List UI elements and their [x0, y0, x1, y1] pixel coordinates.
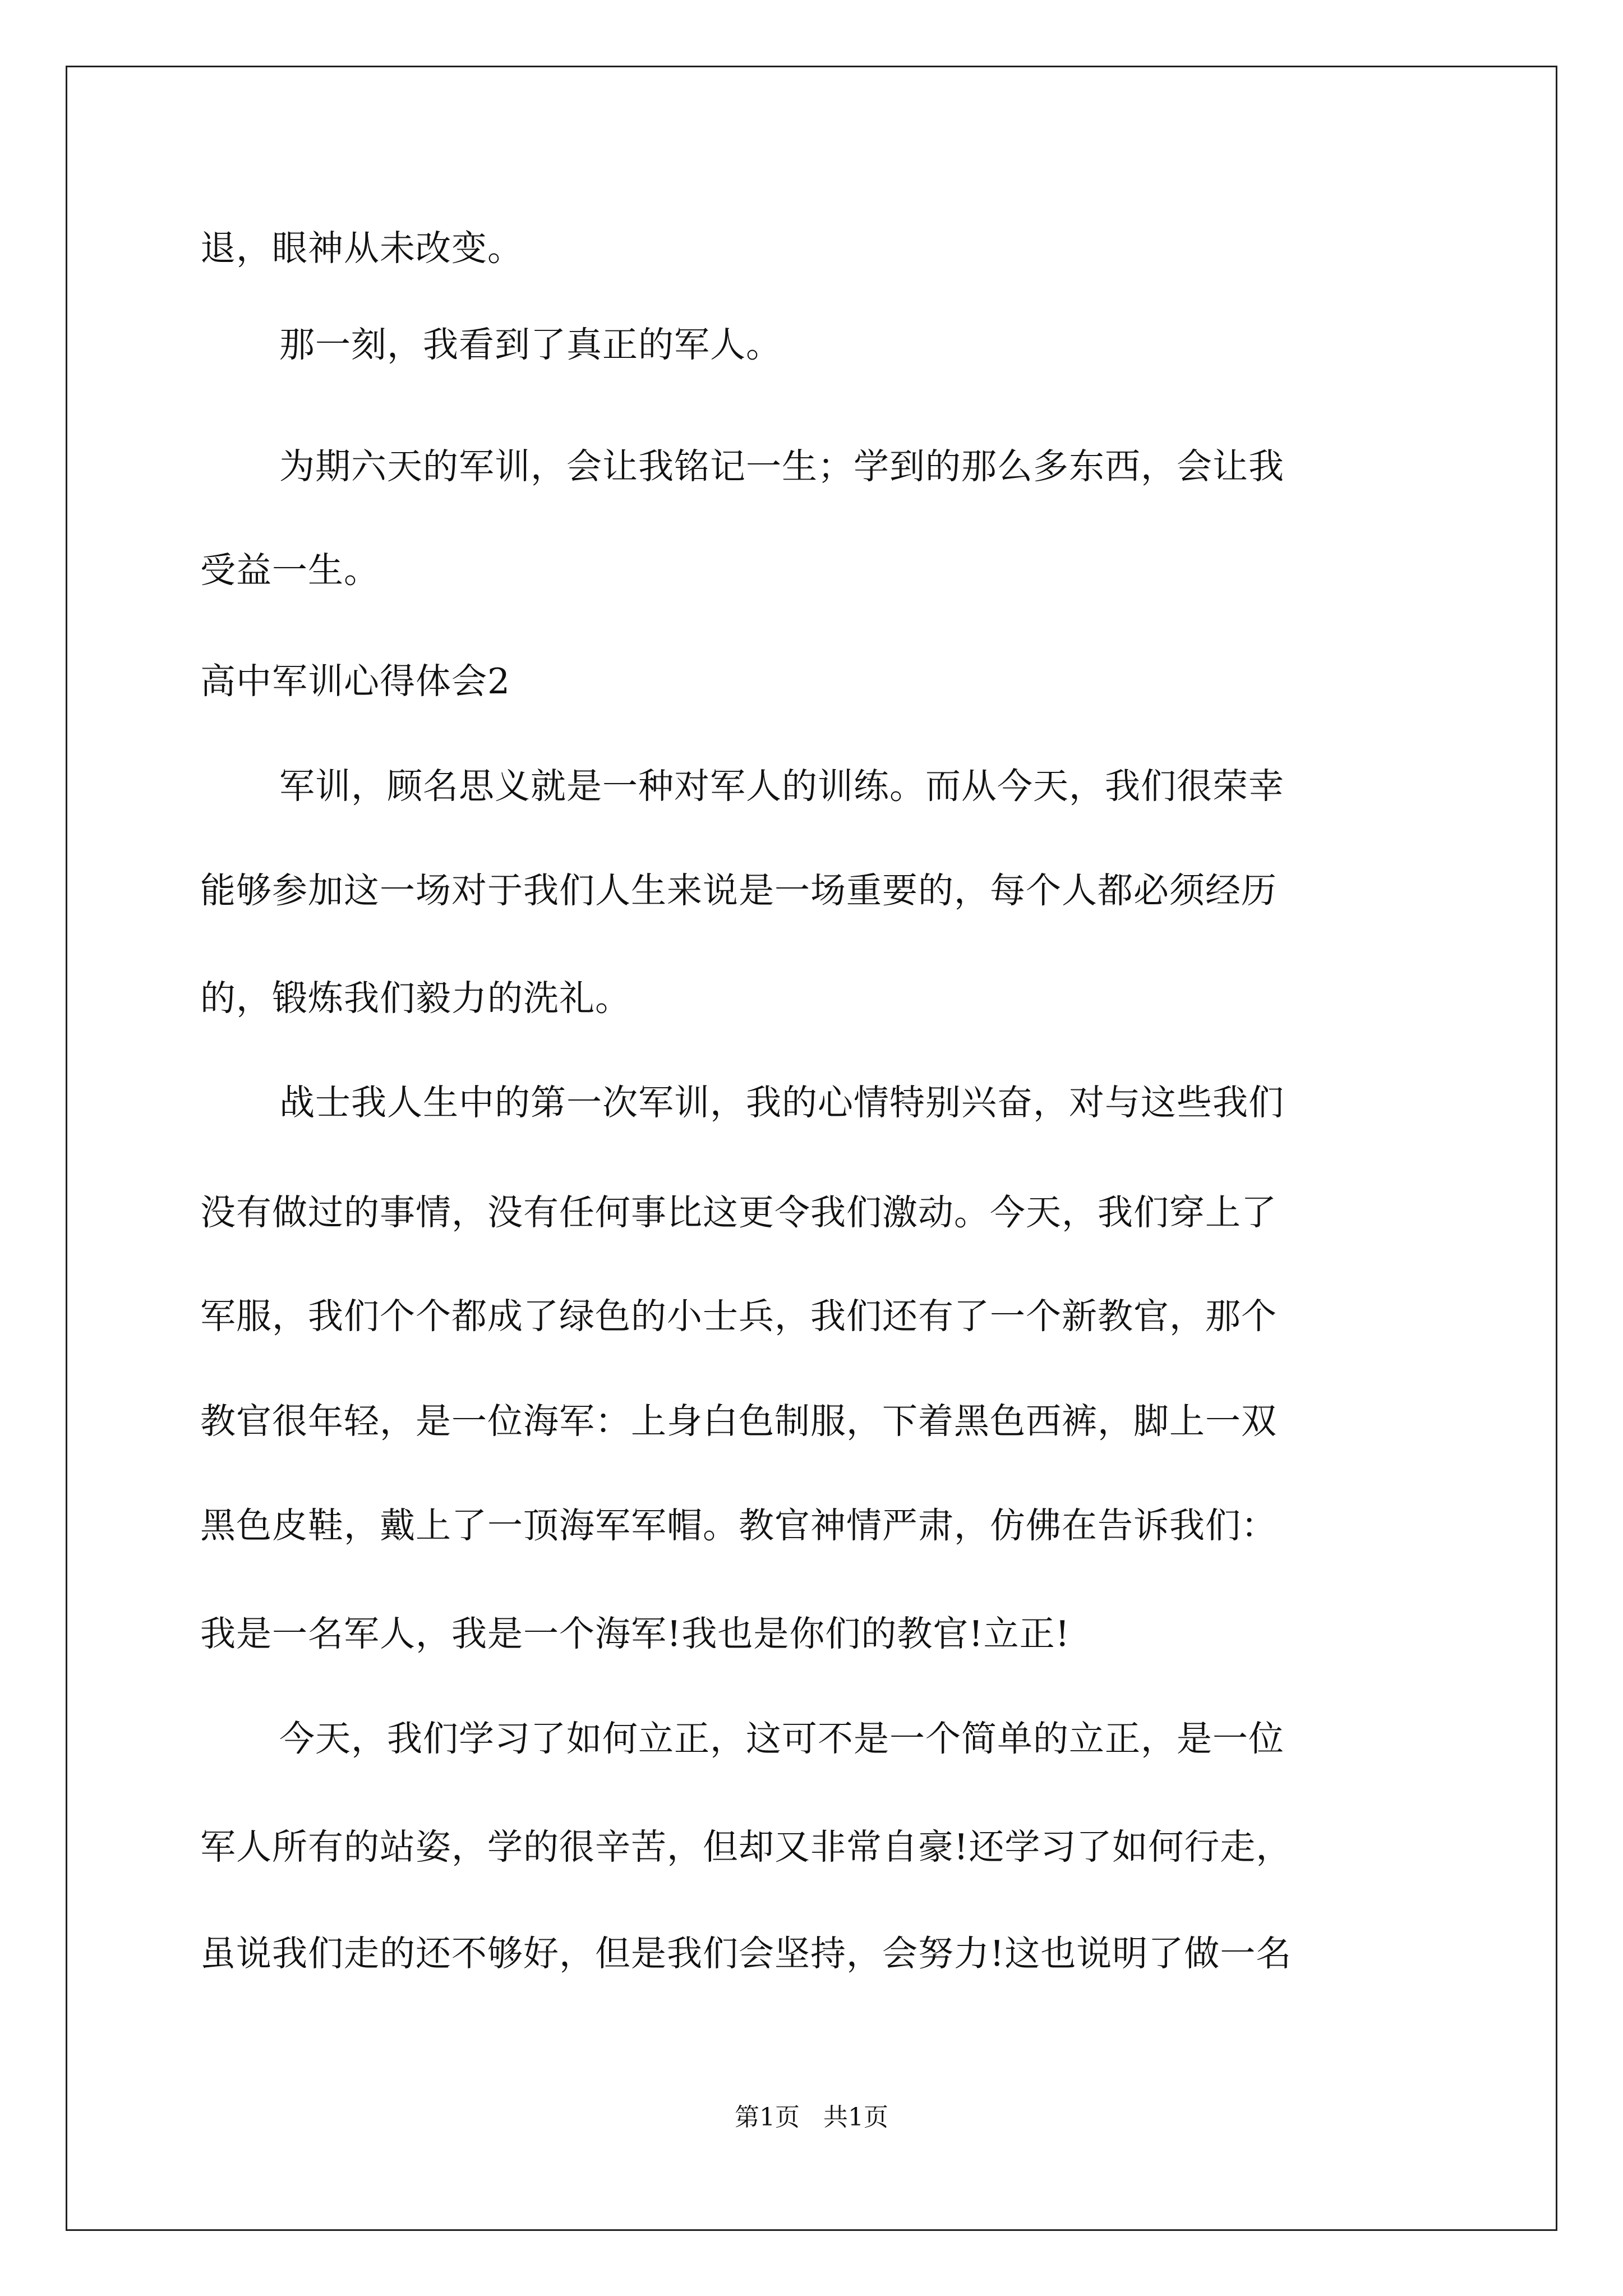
text-line: 那一刻，我看到了真正的军人。: [279, 324, 782, 365]
text-line: 战士我人生中的第一次军训，我的心情特别兴奋，对与这些我们: [279, 1082, 1284, 1123]
text-line: 为期六天的军训，会让我铭记一生；学到的那么多东西，会让我: [279, 446, 1284, 487]
text-line: 没有做过的事情，没有任何事比这更令我们激动。今天，我们穿上了: [200, 1192, 1277, 1233]
text-line: 教官很年轻，是一位海军：上身白色制服，下着黑色西裤，脚上一双: [200, 1401, 1277, 1442]
text-line: 虽说我们走的还不够好，但是我们会坚持，会努力!这也说明了做一名: [200, 1933, 1292, 1974]
text-line: 受益一生。: [200, 550, 380, 591]
text-line: 今天，我们学习了如何立正，这可不是一个简单的立正，是一位: [279, 1718, 1284, 1759]
text-line: 退，眼神从未改变。: [200, 228, 523, 269]
page-footer: 第1页 共1页: [735, 2103, 888, 2132]
page-border: [66, 66, 1557, 2231]
text-line: 军人所有的站姿，学的很辛苦，但却又非常自豪!还学习了如何行走，: [200, 1826, 1292, 1867]
text-line: 军服，我们个个都成了绿色的小士兵，我们还有了一个新教官，那个: [200, 1296, 1277, 1337]
text-line: 能够参加这一场对于我们人生来说是一场重要的，每个人都必须经历: [200, 870, 1277, 911]
section-heading: 高中军训心得体会2: [200, 661, 511, 702]
text-line: 军训，顾名思义就是一种对军人的训练。而从今天，我们很荣幸: [279, 766, 1284, 807]
text-line: 黑色皮鞋，戴上了一顶海军军帽。教官神情严肃，仿佛在告诉我们：: [200, 1505, 1277, 1546]
text-line: 的，锻炼我们毅力的洗礼。: [200, 978, 631, 1019]
text-line: 我是一名军人，我是一个海军!我也是你们的教官!立正!: [200, 1613, 1070, 1654]
